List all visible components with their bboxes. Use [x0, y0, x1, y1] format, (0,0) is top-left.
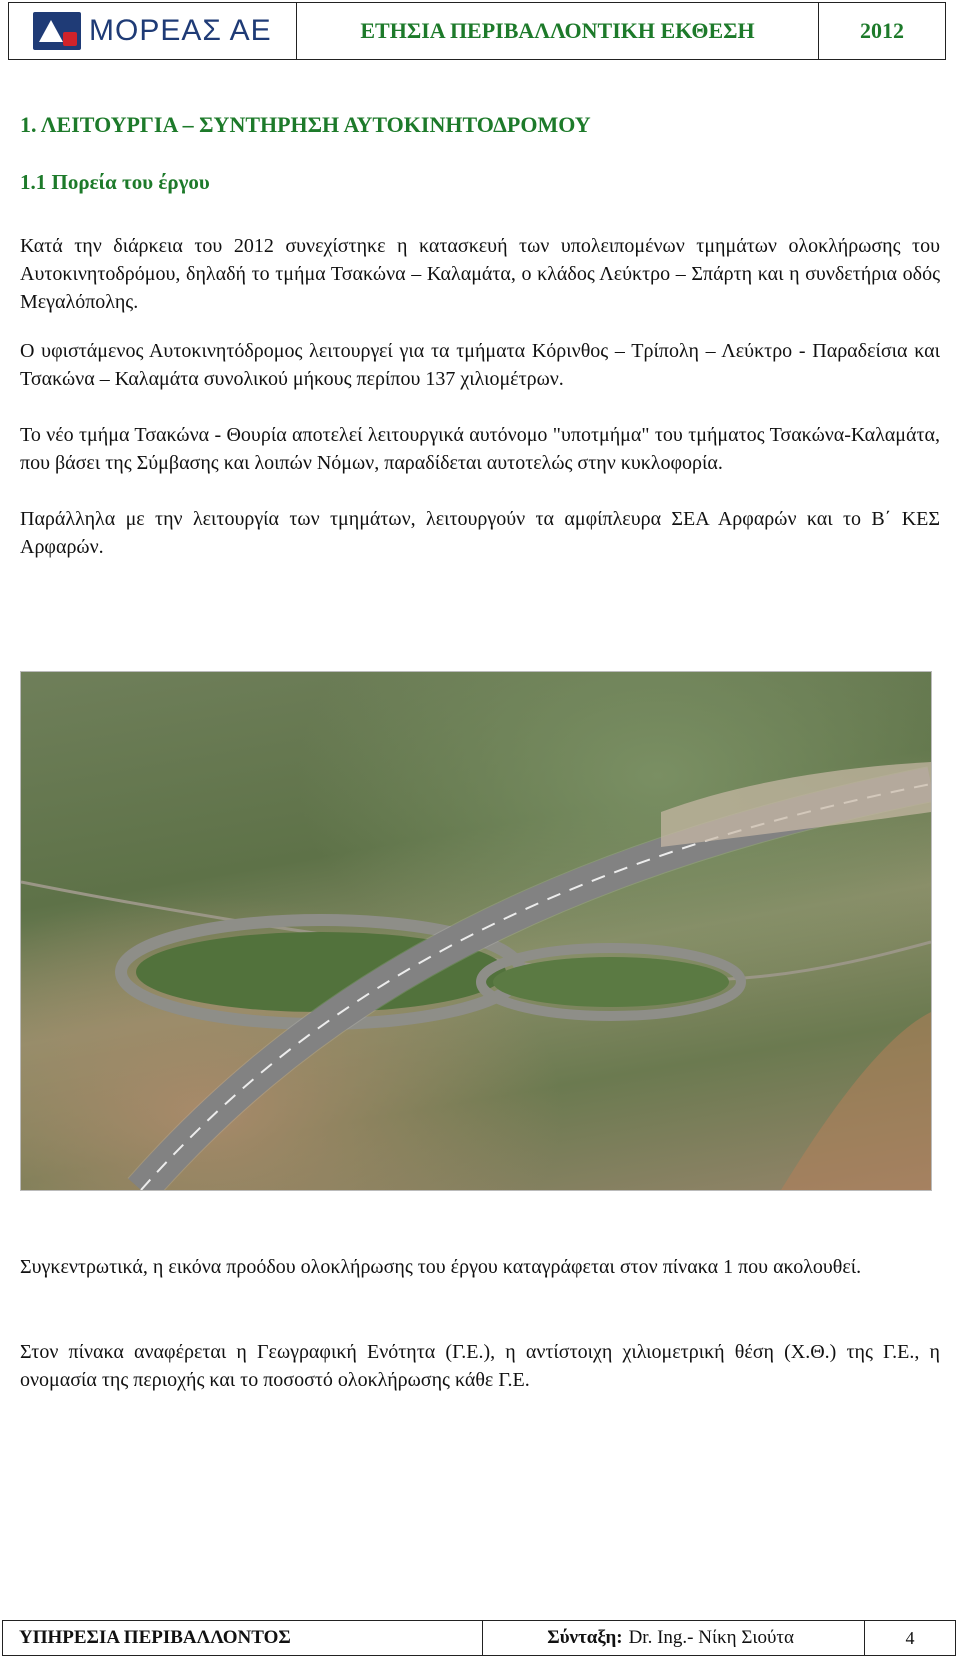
paragraph-5: Συγκεντρωτικά, η εικόνα προόδου ολοκλήρωσης του έργου καταγράφεται στον πίνακα 1 που ακολουθεί.: [20, 1256, 862, 1278]
author-name: Dr. Ing.- Νίκη Σιούτα: [628, 1627, 794, 1648]
paragraph-3: Το νέο τμήμα Τσακώνα - Θουρία αποτελεί λειτουργικά αυτόνομο "υποτμήμα" του τμήματος Τσακώνα-Καλαμάτα, που βάσει της Σύμβασης και λοιπών Νόμων, παραδίδεται αυτοτελώς στην κυκλοφορία.: [20, 424, 940, 474]
paragraph-4: Παράλληλα με την λειτουργία των τμημάτων, λειτουργούν τα αμφίπλευρα ΣΕΑ Αρφαρών και το Β΄ ΚΕΣ Αρφαρών.: [20, 508, 940, 558]
paragraph-1: Κατά την διάρκεια του 2012 συνεχίστηκε η κατασκευή των υπολειπομένων τμημάτων ολοκλήρωσης του Αυτοκινητοδρόμου, δηλαδή το τμήμα Τσακώνα – Καλαμάτα, ο κλάδος Λεύκτρο – Σπάρτη και η συνδετήρια οδός Μεγαλόπολης.: [20, 235, 940, 313]
logo-mark-icon: [33, 12, 81, 50]
page-header: [8, 2, 946, 60]
motorway-aerial-photo: [20, 671, 932, 1191]
department-name: ΥΠΗΡΕΣΙΑ ΠΕΡΙΒΑΛΛΟΝΤΟΣ: [3, 1621, 483, 1655]
report-title: ΕΤΗΣΙΑ ΠΕΡΙΒΑΛΛΟΝΤΙΚΗ ΕΚΘΕΣΗ: [297, 3, 819, 59]
section-heading: 1. ΛΕΙΤΟΥΡΓΙΑ – ΣΥΝΤΗΡΗΣΗ ΑΥΤΟΚΙΝΗΤΟΔΡΟΜΟΥ: [20, 112, 591, 137]
author-credit: [483, 1621, 865, 1655]
page-footer: [2, 1620, 956, 1656]
page-number: 4: [905, 1627, 915, 1648]
motorway-illustration: [21, 672, 931, 1190]
company-logo: [9, 3, 297, 59]
paragraph-6: Στον πίνακα αναφέρεται η Γεωγραφική Ενότητα (Γ.Ε.), η αντίστοιχη χιλιομετρική θέση (Χ.Θ.) της Γ.Ε., η ονομασία της περιοχής και το ποσοστό ολοκλήρωσης κάθε Γ.Ε.: [20, 1341, 940, 1391]
paragraph-2: Ο υφιστάμενος Αυτοκινητόδρομος λειτουργεί για τα τμήματα Κόρινθος – Τρίπολη – Λεύκτρο - Παραδείσια και Τσακώνα – Καλαμάτα συνολικού μήκους περίπου 137 χιλιομέτρων.: [20, 340, 940, 390]
author-label: Σύνταξη:: [547, 1627, 623, 1648]
report-year: 2012: [860, 18, 904, 43]
subsection-heading: 1.1 Πορεία του έργου: [20, 170, 210, 194]
logo-text: ΜΟΡΕΑΣ ΑΕ: [89, 14, 272, 47]
